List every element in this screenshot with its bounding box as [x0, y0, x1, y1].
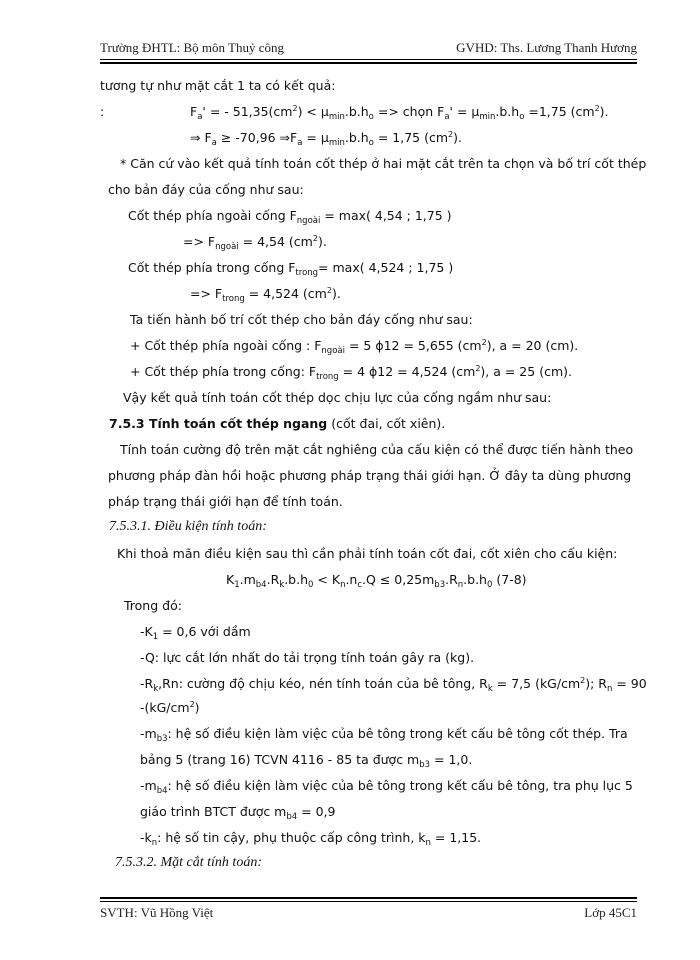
text-line: Vậy kết quả tính toán cốt thép dọc chịu lực của cống ngầm như sau:	[123, 390, 552, 405]
formula-line: => $F_{trong} = 4,524$ $(cm^2)$.	[190, 286, 341, 304]
bullet: :	[100, 104, 105, 119]
footer-rule-thick	[100, 897, 637, 899]
formula-line: ⇒ $F_a \ge -70,96$ $\Rightarrow F_a = \mu_{min}.b.h_o = 1,75$ $(cm^2)$.	[190, 130, 462, 148]
text-line: $-R_k,Rn$: cường độ chịu kéo, nén tính toán của bê tông, $R_k = 7,5$ $(kG/cm^2)$; $R_n = 90$	[140, 676, 647, 694]
section-heading: 7.5.3 Tính toán cốt thép ngang (cốt đai, cốt xiên).	[109, 416, 446, 431]
text-line: pháp trạng thái giới hạn để tính toán.	[108, 494, 343, 509]
text-line: $-m_{b4}$: hệ số điều kiện làm việc của bê tông trong kết cấu bê tông, tra phụ lục 5	[140, 778, 633, 796]
text-line: $-m_{b3}$: hệ số điều kiện làm việc của bê tông trong kết cấu bê tông cốt thép. Tra	[140, 726, 628, 744]
text-line: cho bản đáy của cống như sau:	[108, 182, 304, 197]
text-line: giáo trình BTCT được $m_{b4} = 0,9$	[140, 804, 336, 822]
footer-right: Lớp 45C1	[584, 905, 637, 920]
footer-rule	[100, 901, 637, 902]
header-rule	[100, 59, 637, 60]
text-line: Trong đó:	[124, 598, 182, 613]
formula-line: $K_1.m_{b4}.R_k.b.h_0 < K_n.n_c.Q \le 0,25m_{b3}.R_n.b.h_0$ (7-8)	[226, 572, 527, 590]
text-line: * Căn cứ vào kết quả tính toán cốt thép ở hai mặt cắt trên ta chọn và bố trí cốt thép	[120, 156, 647, 171]
header-left: Trường ĐHTL: Bộ môn Thuỷ công	[100, 40, 285, 55]
header-rule-thick	[100, 62, 637, 64]
text-line: $-k_n$: hệ số tin cậy, phụ thuộc cấp công trình, $k_n = 1,15$.	[140, 830, 482, 848]
text-line: -Q: lực cắt lớn nhất do tải trọng tính toán gây ra (kg).	[140, 650, 475, 665]
header-right: GVHD: Ths. Lương Thanh Hương	[456, 40, 637, 55]
formula-line: + Cốt thép phía trong cống: $F_{trong} = 4$ ϕ12 = 4,524 $(cm^2)$, a = 25 (cm).	[130, 364, 572, 382]
formula-line: $F_a'$ = - $51,35(cm^2) < \mu_{min}.b.h_o$ => chọn $F_a' = \mu_{min}.b.h_o =1,75$ $(cm^2)$.	[190, 104, 609, 122]
formula-line: Cốt thép phía trong cống $F_{trong}= \max$( 4,524 ; 1,75 )	[128, 260, 454, 278]
formula-line: Cốt thép phía ngoài cống $F_{ngoài} = \max$( 4,54 ; 1,75 )	[128, 208, 452, 226]
text-line: phương pháp đàn hồi hoặc phương pháp trạng thái giới hạn. Ở đây ta dùng phương	[108, 468, 632, 483]
text-line: Khi thoả mãn điều kiện sau thì cần phải tính toán cốt đai, cốt xiên cho cấu kiện:	[117, 546, 618, 561]
text-line: $-K_1 = 0,6$ với dầm	[140, 624, 251, 642]
text-line: Ta tiến hành bố trí cốt thép cho bản đáy cống như sau:	[130, 312, 473, 327]
text-line: $-(kG/cm^2)$	[140, 700, 200, 715]
footer-left: SVTH: Vũ Hồng Việt	[100, 905, 214, 920]
formula-line: + Cốt thép phía ngoài cống : $F_{ngoài} = 5$ ϕ12 = 5,655 $(cm^2)$, a = 20 (cm).	[130, 338, 579, 356]
subsection-heading: 7.5.3.1. Điều kiện tính toán:	[109, 519, 267, 534]
subsection-heading: 7.5.3.2. Mặt cắt tính toán:	[115, 855, 262, 870]
formula-line: => $F_{ngoài} = 4,54$ $(cm^2)$.	[183, 234, 327, 252]
text-line: bảng 5 (trang 16) TCVN 4116 - 85 ta được $m_{b3} = 1,0$.	[140, 752, 473, 770]
text-line: tương tự như mặt cắt 1 ta có kết quả:	[100, 78, 336, 93]
text-line: Tính toán cường độ trên mặt cắt nghiêng của cấu kiện có thể được tiến hành theo	[120, 442, 634, 457]
